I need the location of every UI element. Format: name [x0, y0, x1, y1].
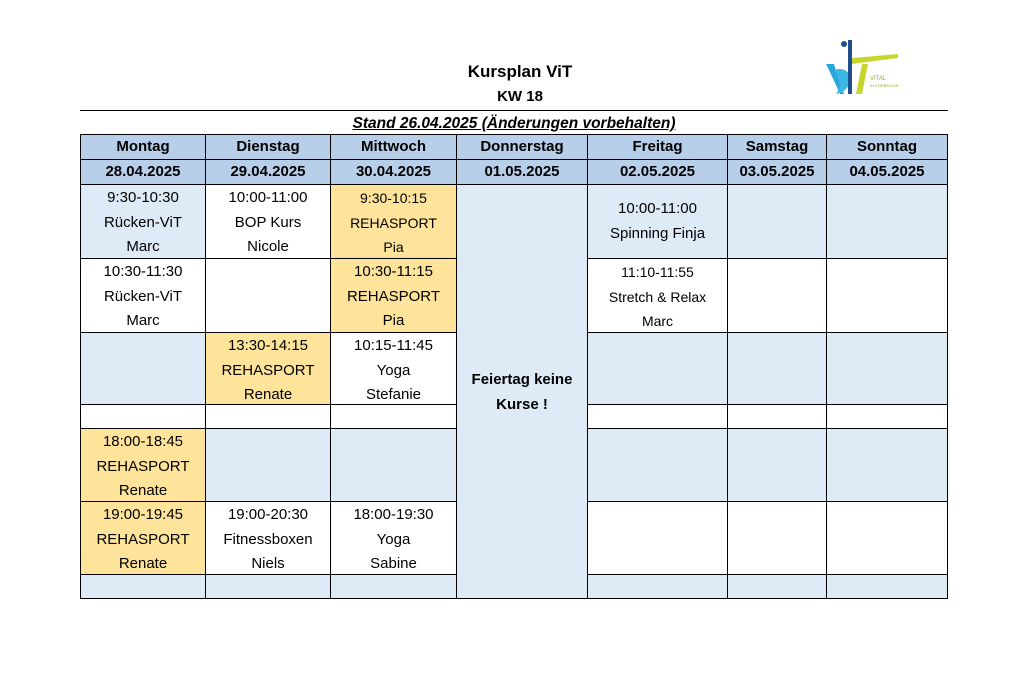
empty-slot [826, 404, 948, 429]
class-time: 13:30-14:15 [227, 337, 309, 354]
class-name: Yoga [376, 530, 411, 548]
svg-text:VITAL: VITAL [870, 76, 887, 82]
empty-slot [727, 501, 827, 575]
class-trainer: Renate [118, 555, 168, 572]
svg-text:IN KÖRBEN.DE: IN KÖRBEN.DE [870, 83, 899, 88]
day-header-samstag: Samstag [727, 134, 827, 160]
class-time: 10:30-11:15 [354, 263, 433, 280]
holiday-line: Feiertag keine [471, 371, 573, 388]
empty-slot [727, 574, 827, 599]
class-name: Rücken-ViT [103, 213, 183, 231]
class-time: 18:00-19:30 [353, 506, 434, 523]
class-trainer: Renate [243, 386, 293, 403]
day-header-sonntag: Sonntag [826, 134, 948, 160]
class-slot [330, 332, 457, 405]
day-header-mittwoch: Mittwoch [330, 134, 457, 160]
schedule-table [80, 134, 948, 599]
empty-slot [587, 501, 728, 575]
class-slot [205, 332, 331, 405]
empty-slot [80, 404, 206, 429]
day-date-donnerstag: 01.05.2025 [456, 159, 588, 185]
class-slot [205, 184, 331, 259]
class-trainer: Stefanie [365, 386, 422, 403]
empty-slot [826, 428, 948, 502]
class-time: 10:15-11:45 [354, 337, 433, 354]
class-trainer: Sabine [370, 555, 417, 572]
class-slot [80, 184, 206, 259]
class-trainer: Marc [126, 312, 160, 329]
class-name: Stretch & Relax [608, 288, 707, 305]
empty-slot [205, 574, 331, 599]
empty-slot [205, 258, 331, 333]
empty-slot [205, 428, 331, 502]
class-trainer: Pia [383, 239, 404, 255]
day-date-samstag: 03.05.2025 [727, 159, 827, 185]
class-time: 10:30-11:30 [103, 263, 183, 280]
class-slot [80, 501, 206, 575]
empty-slot [587, 428, 728, 502]
class-slot [80, 258, 206, 333]
day-date-mittwoch: 30.04.2025 [330, 159, 457, 185]
day-date-montag: 28.04.2025 [80, 159, 206, 185]
class-time: 10:00-11:00 [228, 189, 308, 206]
class-slot [330, 501, 457, 575]
class-slot [205, 501, 331, 575]
day-date-sonntag: 04.05.2025 [826, 159, 948, 185]
empty-slot [826, 184, 948, 259]
day-date-dienstag: 29.04.2025 [205, 159, 331, 185]
empty-slot [826, 332, 948, 405]
empty-slot [587, 332, 728, 405]
class-name: REHASPORT [346, 287, 441, 305]
empty-slot [826, 501, 948, 575]
class-time: 18:00-18:45 [102, 433, 184, 450]
class-time: 10:00-11:00 [618, 200, 697, 217]
day-header-montag: Montag [80, 134, 206, 160]
empty-slot [727, 428, 827, 502]
class-name: Rücken-ViT [103, 287, 183, 305]
empty-slot [727, 184, 827, 259]
empty-slot [727, 258, 827, 333]
class-name: Fitnessboxen [223, 530, 313, 548]
class-slot [587, 184, 728, 259]
class-trainer: Nicole [247, 238, 289, 255]
class-time: 9:30-10:30 [107, 189, 179, 206]
page-title: Kursplan ViT [467, 62, 573, 81]
class-slot [80, 428, 206, 502]
class-time: 11:10-11:55 [621, 264, 694, 280]
empty-slot [80, 574, 206, 599]
day-header-donnerstag: Donnerstag [456, 134, 588, 160]
holiday-line: Kurse ! [496, 396, 548, 413]
class-slot [330, 258, 457, 333]
class-name: REHASPORT [350, 214, 437, 231]
title-divider [80, 110, 948, 111]
empty-slot [330, 404, 457, 429]
class-name: REHASPORT [96, 457, 190, 475]
class-trainer: Niels [251, 555, 285, 572]
class-trainer: Marc [126, 238, 160, 255]
class-time: 19:00-20:30 [227, 506, 309, 523]
class-name: REHASPORT [221, 361, 315, 379]
empty-slot [826, 258, 948, 333]
holiday-notice [456, 184, 588, 599]
day-header-dienstag: Dienstag [205, 134, 331, 160]
class-name: Spinning Finja [609, 224, 706, 242]
class-slot [587, 258, 728, 333]
empty-slot [727, 404, 827, 429]
class-name: REHASPORT [96, 530, 190, 548]
empty-slot [826, 574, 948, 599]
empty-slot [205, 404, 331, 429]
empty-slot [80, 332, 206, 405]
stand-note: Stand 26.04.2025 (Änderungen vorbehalten) [352, 115, 676, 132]
empty-slot [330, 428, 457, 502]
class-time: 19:00-19:45 [102, 506, 184, 523]
empty-slot [727, 332, 827, 405]
empty-slot [587, 404, 728, 429]
class-time: 9:30-10:15 [360, 190, 427, 206]
empty-slot [330, 574, 457, 599]
empty-slot [587, 574, 728, 599]
class-name: Yoga [376, 361, 411, 379]
week-label: KW 18 [497, 88, 543, 105]
class-trainer: Renate [118, 482, 168, 499]
day-date-freitag: 02.05.2025 [587, 159, 728, 185]
vit-logo-icon [822, 36, 912, 100]
day-header-freitag: Freitag [587, 134, 728, 160]
class-slot [330, 184, 457, 259]
class-trainer: Marc [641, 313, 674, 329]
class-name: BOP Kurs [234, 213, 302, 231]
class-trainer: Pia [382, 312, 405, 329]
